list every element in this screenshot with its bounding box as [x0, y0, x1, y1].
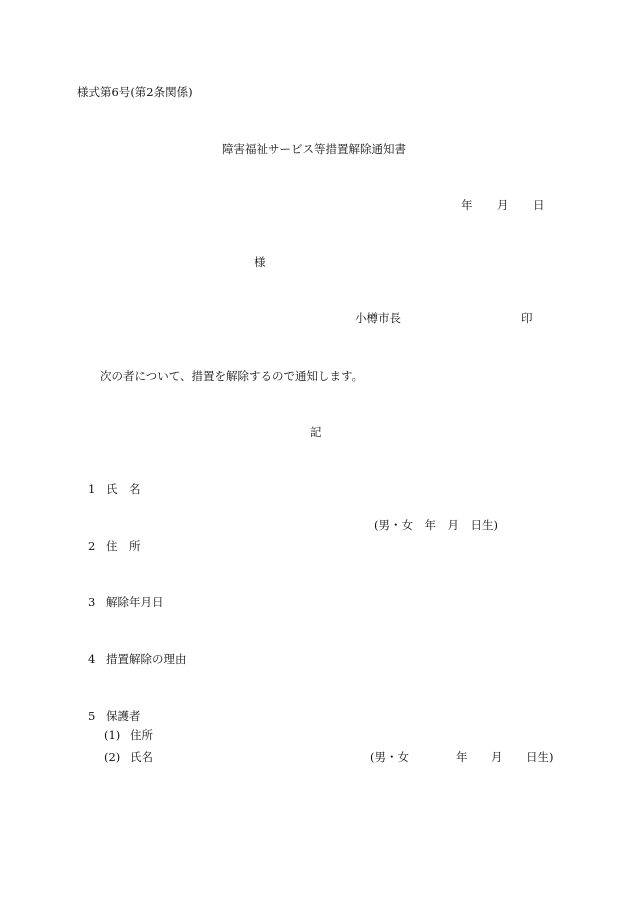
item-number: 3 — [88, 595, 96, 609]
subitem-label-name: 氏名 — [130, 750, 153, 764]
date-year-label: 年 — [461, 198, 473, 212]
item-label-name: 氏 名 — [106, 482, 141, 496]
seal-mark: 印 — [521, 311, 533, 325]
sex-birthdate-note: (男・女 年 月 日生) — [374, 518, 498, 532]
subitem-number: (2) — [104, 750, 121, 764]
subitem-label-address: 住所 — [130, 728, 153, 742]
birth-year-label: 年 — [456, 750, 468, 764]
date-month-label: 月 — [497, 198, 509, 212]
addressee-honorific: 様 — [254, 255, 266, 269]
item-number: 5 — [88, 709, 96, 723]
item-label-address: 住 所 — [106, 539, 141, 553]
item-number: 4 — [88, 652, 96, 666]
item-label-release-reason: 措置解除の理由 — [106, 652, 187, 666]
subitem-number: (1) — [104, 728, 121, 742]
birth-day-label: 日生) — [526, 750, 554, 764]
item-number: 1 — [88, 482, 96, 496]
item-number: 2 — [88, 539, 96, 553]
notice-body-text: 次の者について、措置を解除するので通知します。 — [100, 369, 364, 383]
birth-month-label: 月 — [491, 750, 503, 764]
form-number: 様式第6号(第2条関係) — [77, 85, 193, 99]
issuer-name: 小樽市長 — [355, 311, 401, 325]
sex-choice: (男・女 — [370, 750, 409, 764]
ki-heading: 記 — [310, 425, 322, 439]
item-label-guardian: 保護者 — [106, 709, 141, 723]
item-label-release-date: 解除年月日 — [106, 595, 164, 609]
date-day-label: 日 — [533, 198, 545, 212]
document-title: 障害福祉サービス等措置解除通知書 — [222, 142, 406, 156]
